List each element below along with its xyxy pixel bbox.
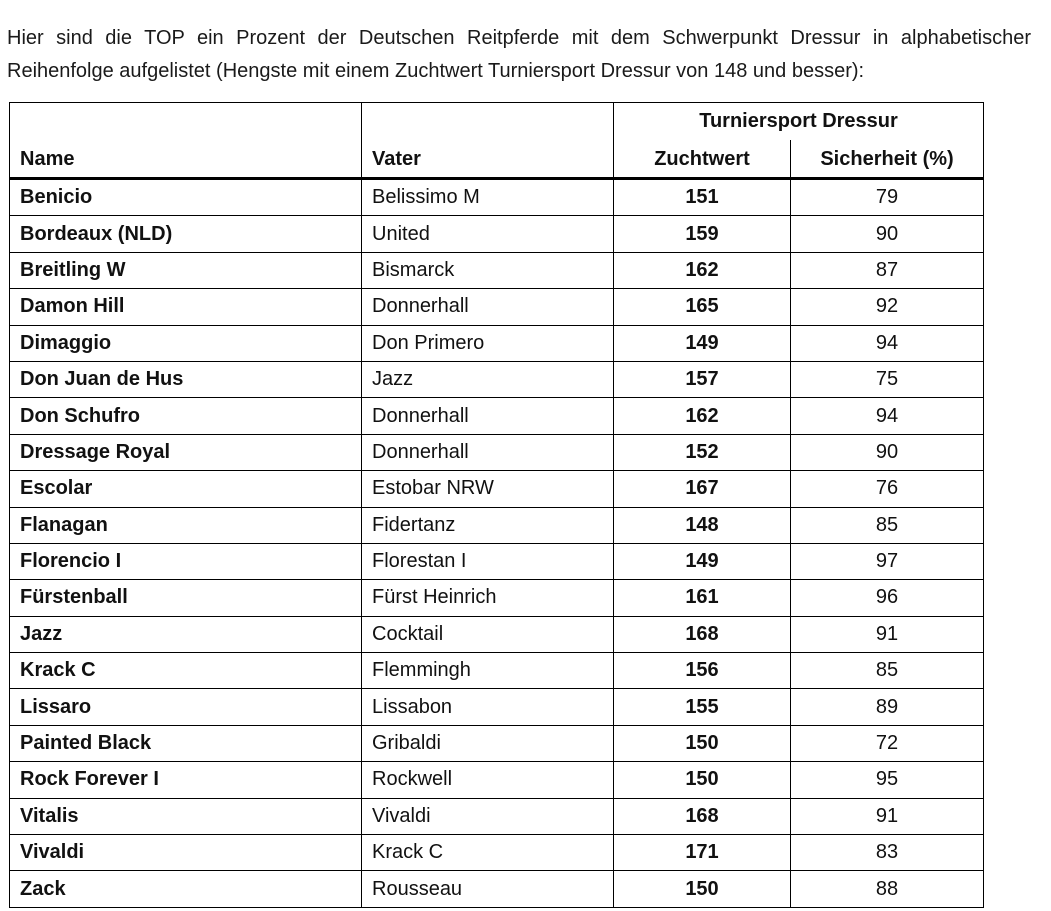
cell-sicherheit: 87 xyxy=(791,252,984,288)
cell-sicherheit: 96 xyxy=(791,580,984,616)
cell-name: Breitling W xyxy=(10,252,362,288)
table-row xyxy=(10,398,984,434)
cell-sicherheit: 90 xyxy=(791,216,984,252)
table-row xyxy=(10,616,984,652)
table-row xyxy=(10,653,984,689)
cell-sicherheit: 90 xyxy=(791,434,984,470)
header-group-turniersport-dressur: Turniersport Dressur xyxy=(614,103,984,140)
cell-vater: Krack C xyxy=(362,835,614,871)
cell-zuchtwert: 150 xyxy=(614,871,791,907)
table-row xyxy=(10,762,984,798)
table-header xyxy=(10,103,984,179)
table-row xyxy=(10,580,984,616)
cell-zuchtwert: 152 xyxy=(614,434,791,470)
table-row xyxy=(10,798,984,834)
cell-vater: Donnerhall xyxy=(362,434,614,470)
cell-zuchtwert: 171 xyxy=(614,835,791,871)
cell-name: Vivaldi xyxy=(10,835,362,871)
cell-zuchtwert: 168 xyxy=(614,798,791,834)
cell-vater: Lissabon xyxy=(362,689,614,725)
cell-vater: Florestan I xyxy=(362,543,614,579)
cell-name: Don Schufro xyxy=(10,398,362,434)
table-row xyxy=(10,252,984,288)
cell-name: Rock Forever I xyxy=(10,762,362,798)
cell-sicherheit: 91 xyxy=(791,798,984,834)
cell-name: Vitalis xyxy=(10,798,362,834)
table-row xyxy=(10,289,984,325)
cell-name: Flanagan xyxy=(10,507,362,543)
cell-sicherheit: 89 xyxy=(791,689,984,725)
cell-vater: Bismarck xyxy=(362,252,614,288)
cell-vater: Gribaldi xyxy=(362,725,614,761)
header-zuchtwert: Zuchtwert xyxy=(614,140,791,179)
table-row xyxy=(10,325,984,361)
cell-zuchtwert: 151 xyxy=(614,179,791,216)
cell-zuchtwert: 162 xyxy=(614,252,791,288)
cell-vater: Don Primero xyxy=(362,325,614,361)
table-body xyxy=(10,179,984,908)
cell-vater: Belissimo M xyxy=(362,179,614,216)
cell-vater: Rockwell xyxy=(362,762,614,798)
cell-zuchtwert: 165 xyxy=(614,289,791,325)
cell-zuchtwert: 157 xyxy=(614,361,791,397)
cell-name: Escolar xyxy=(10,471,362,507)
table-row xyxy=(10,871,984,907)
header-sicherheit: Sicherheit (%) xyxy=(791,140,984,179)
cell-name: Damon Hill xyxy=(10,289,362,325)
cell-sicherheit: 94 xyxy=(791,325,984,361)
table-row xyxy=(10,725,984,761)
cell-zuchtwert: 156 xyxy=(614,653,791,689)
cell-name: Krack C xyxy=(10,653,362,689)
cell-sicherheit: 76 xyxy=(791,471,984,507)
cell-vater: Jazz xyxy=(362,361,614,397)
cell-sicherheit: 94 xyxy=(791,398,984,434)
cell-name: Florencio I xyxy=(10,543,362,579)
table-row xyxy=(10,689,984,725)
table-row xyxy=(10,471,984,507)
cell-sicherheit: 95 xyxy=(791,762,984,798)
cell-zuchtwert: 162 xyxy=(614,398,791,434)
cell-name: Zack xyxy=(10,871,362,907)
cell-vater: Vivaldi xyxy=(362,798,614,834)
header-name: Name xyxy=(10,103,362,179)
cell-zuchtwert: 167 xyxy=(614,471,791,507)
cell-zuchtwert: 150 xyxy=(614,725,791,761)
table-row xyxy=(10,361,984,397)
cell-zuchtwert: 148 xyxy=(614,507,791,543)
cell-vater: Fidertanz xyxy=(362,507,614,543)
cell-name: Fürstenball xyxy=(10,580,362,616)
cell-name: Benicio xyxy=(10,179,362,216)
table-row xyxy=(10,179,984,216)
cell-sicherheit: 92 xyxy=(791,289,984,325)
cell-sicherheit: 85 xyxy=(791,653,984,689)
cell-vater: Rousseau xyxy=(362,871,614,907)
cell-sicherheit: 72 xyxy=(791,725,984,761)
cell-vater: United xyxy=(362,216,614,252)
cell-vater: Donnerhall xyxy=(362,289,614,325)
cell-vater: Estobar NRW xyxy=(362,471,614,507)
cell-zuchtwert: 150 xyxy=(614,762,791,798)
table-row xyxy=(10,216,984,252)
cell-name: Lissaro xyxy=(10,689,362,725)
stallion-table xyxy=(9,102,984,908)
cell-zuchtwert: 155 xyxy=(614,689,791,725)
cell-sicherheit: 83 xyxy=(791,835,984,871)
intro-paragraph: Hier sind die TOP ein Prozent der Deutschen Reitpferde mit dem Schwerpunkt Dressur in alphabetischer Reihenfolge aufgelistet (Hengste mit einem Zuchtwert Turniersport Dressur von 148 und besser): xyxy=(7,27,1031,82)
cell-vater: Fürst Heinrich xyxy=(362,580,614,616)
cell-sicherheit: 79 xyxy=(791,179,984,216)
cell-sicherheit: 91 xyxy=(791,616,984,652)
table-row xyxy=(10,434,984,470)
cell-name: Dimaggio xyxy=(10,325,362,361)
cell-name: Jazz xyxy=(10,616,362,652)
cell-name: Painted Black xyxy=(10,725,362,761)
cell-zuchtwert: 159 xyxy=(614,216,791,252)
cell-sicherheit: 88 xyxy=(791,871,984,907)
cell-zuchtwert: 168 xyxy=(614,616,791,652)
header-vater: Vater xyxy=(362,103,614,179)
cell-sicherheit: 97 xyxy=(791,543,984,579)
cell-sicherheit: 75 xyxy=(791,361,984,397)
cell-vater: Donnerhall xyxy=(362,398,614,434)
cell-sicherheit: 85 xyxy=(791,507,984,543)
cell-zuchtwert: 161 xyxy=(614,580,791,616)
table-row xyxy=(10,835,984,871)
cell-zuchtwert: 149 xyxy=(614,543,791,579)
table-row xyxy=(10,543,984,579)
cell-name: Dressage Royal xyxy=(10,434,362,470)
cell-zuchtwert: 149 xyxy=(614,325,791,361)
table-row xyxy=(10,507,984,543)
cell-name: Don Juan de Hus xyxy=(10,361,362,397)
cell-name: Bordeaux (NLD) xyxy=(10,216,362,252)
cell-vater: Flemmingh xyxy=(362,653,614,689)
cell-vater: Cocktail xyxy=(362,616,614,652)
